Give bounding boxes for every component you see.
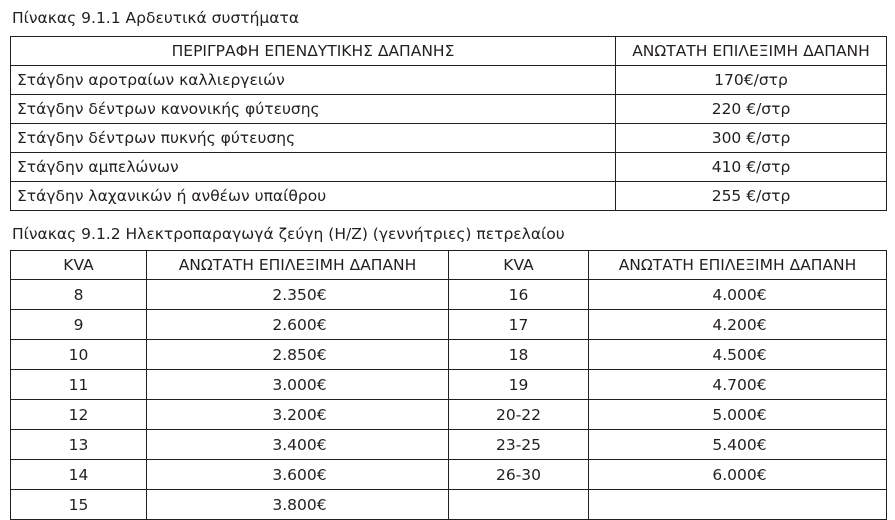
cost-cell: 4.500€ (589, 340, 887, 370)
cost-cell (589, 490, 887, 520)
kva-cell: 23-25 (449, 430, 589, 460)
table2-header-cost-right: ΑΝΩΤΑΤΗ ΕΠΙΛΕΞΙΜΗ ΔΑΠΑΝΗ (589, 251, 887, 280)
cost-cell: 255 €/στρ (616, 182, 887, 211)
kva-cell: 16 (449, 280, 589, 310)
irrigation-systems-table (10, 36, 887, 211)
table2-header-cost-left: ΑΝΩΤΑΤΗ ΕΠΙΛΕΞΙΜΗ ΔΑΠΑΝΗ (147, 251, 449, 280)
description-cell: Στάγδην δέντρων πυκνής φύτευσης (11, 124, 616, 153)
table-row (11, 460, 887, 490)
table1-header-max-cost: ΑΝΩΤΑΤΗ ΕΠΙΛΕΞΙΜΗ ΔΑΠΑΝΗ (616, 37, 887, 66)
table-row (11, 430, 887, 460)
description-cell: Στάγδην αμπελώνων (11, 153, 616, 182)
table-row (11, 310, 887, 340)
kva-cell: 9 (11, 310, 147, 340)
cost-cell: 170€/στρ (616, 66, 887, 95)
kva-cell: 13 (11, 430, 147, 460)
table2-header-row (11, 251, 887, 280)
table-row (11, 66, 887, 95)
table1-header-description: ΠΕΡΙΓΡΑΦΗ ΕΠΕΝΔΥΤΙΚΗΣ ΔΑΠΑΝΗΣ (11, 37, 616, 66)
cost-cell: 6.000€ (589, 460, 887, 490)
kva-cell: 17 (449, 310, 589, 340)
cost-cell: 2.850€ (147, 340, 449, 370)
table-row (11, 340, 887, 370)
table-row (11, 280, 887, 310)
table2-caption: Πίνακας 9.1.2 Ηλεκτροπαραγωγά ζεύγη (Η/Ζ) (γεννήτριες) πετρελαίου (12, 225, 565, 243)
table1-header-row (11, 37, 887, 66)
cost-cell: 3.800€ (147, 490, 449, 520)
generator-sets-table (10, 250, 887, 520)
kva-cell: 19 (449, 370, 589, 400)
kva-cell: 11 (11, 370, 147, 400)
table-row (11, 370, 887, 400)
kva-cell (449, 490, 589, 520)
table1-caption: Πίνακας 9.1.1 Αρδευτικά συστήματα (12, 9, 300, 27)
cost-cell: 2.600€ (147, 310, 449, 340)
cost-cell: 4.200€ (589, 310, 887, 340)
cost-cell: 3.200€ (147, 400, 449, 430)
table2-header-kva-left: KVA (11, 251, 147, 280)
table-row (11, 182, 887, 211)
kva-cell: 20-22 (449, 400, 589, 430)
cost-cell: 3.000€ (147, 370, 449, 400)
cost-cell: 5.400€ (589, 430, 887, 460)
cost-cell: 3.600€ (147, 460, 449, 490)
description-cell: Στάγδην λαχανικών ή ανθέων υπαίθρου (11, 182, 616, 211)
description-cell: Στάγδην δέντρων κανονικής φύτευσης (11, 95, 616, 124)
table-row (11, 490, 887, 520)
cost-cell: 4.700€ (589, 370, 887, 400)
cost-cell: 4.000€ (589, 280, 887, 310)
table-row (11, 95, 887, 124)
kva-cell: 26-30 (449, 460, 589, 490)
description-cell: Στάγδην αροτραίων καλλιεργειών (11, 66, 616, 95)
cost-cell: 3.400€ (147, 430, 449, 460)
cost-cell: 300 €/στρ (616, 124, 887, 153)
cost-cell: 5.000€ (589, 400, 887, 430)
table-row (11, 400, 887, 430)
kva-cell: 15 (11, 490, 147, 520)
kva-cell: 8 (11, 280, 147, 310)
kva-cell: 18 (449, 340, 589, 370)
table-row (11, 153, 887, 182)
kva-cell: 14 (11, 460, 147, 490)
table-row (11, 124, 887, 153)
table2-header-kva-right: KVA (449, 251, 589, 280)
kva-cell: 10 (11, 340, 147, 370)
cost-cell: 2.350€ (147, 280, 449, 310)
cost-cell: 220 €/στρ (616, 95, 887, 124)
kva-cell: 12 (11, 400, 147, 430)
cost-cell: 410 €/στρ (616, 153, 887, 182)
